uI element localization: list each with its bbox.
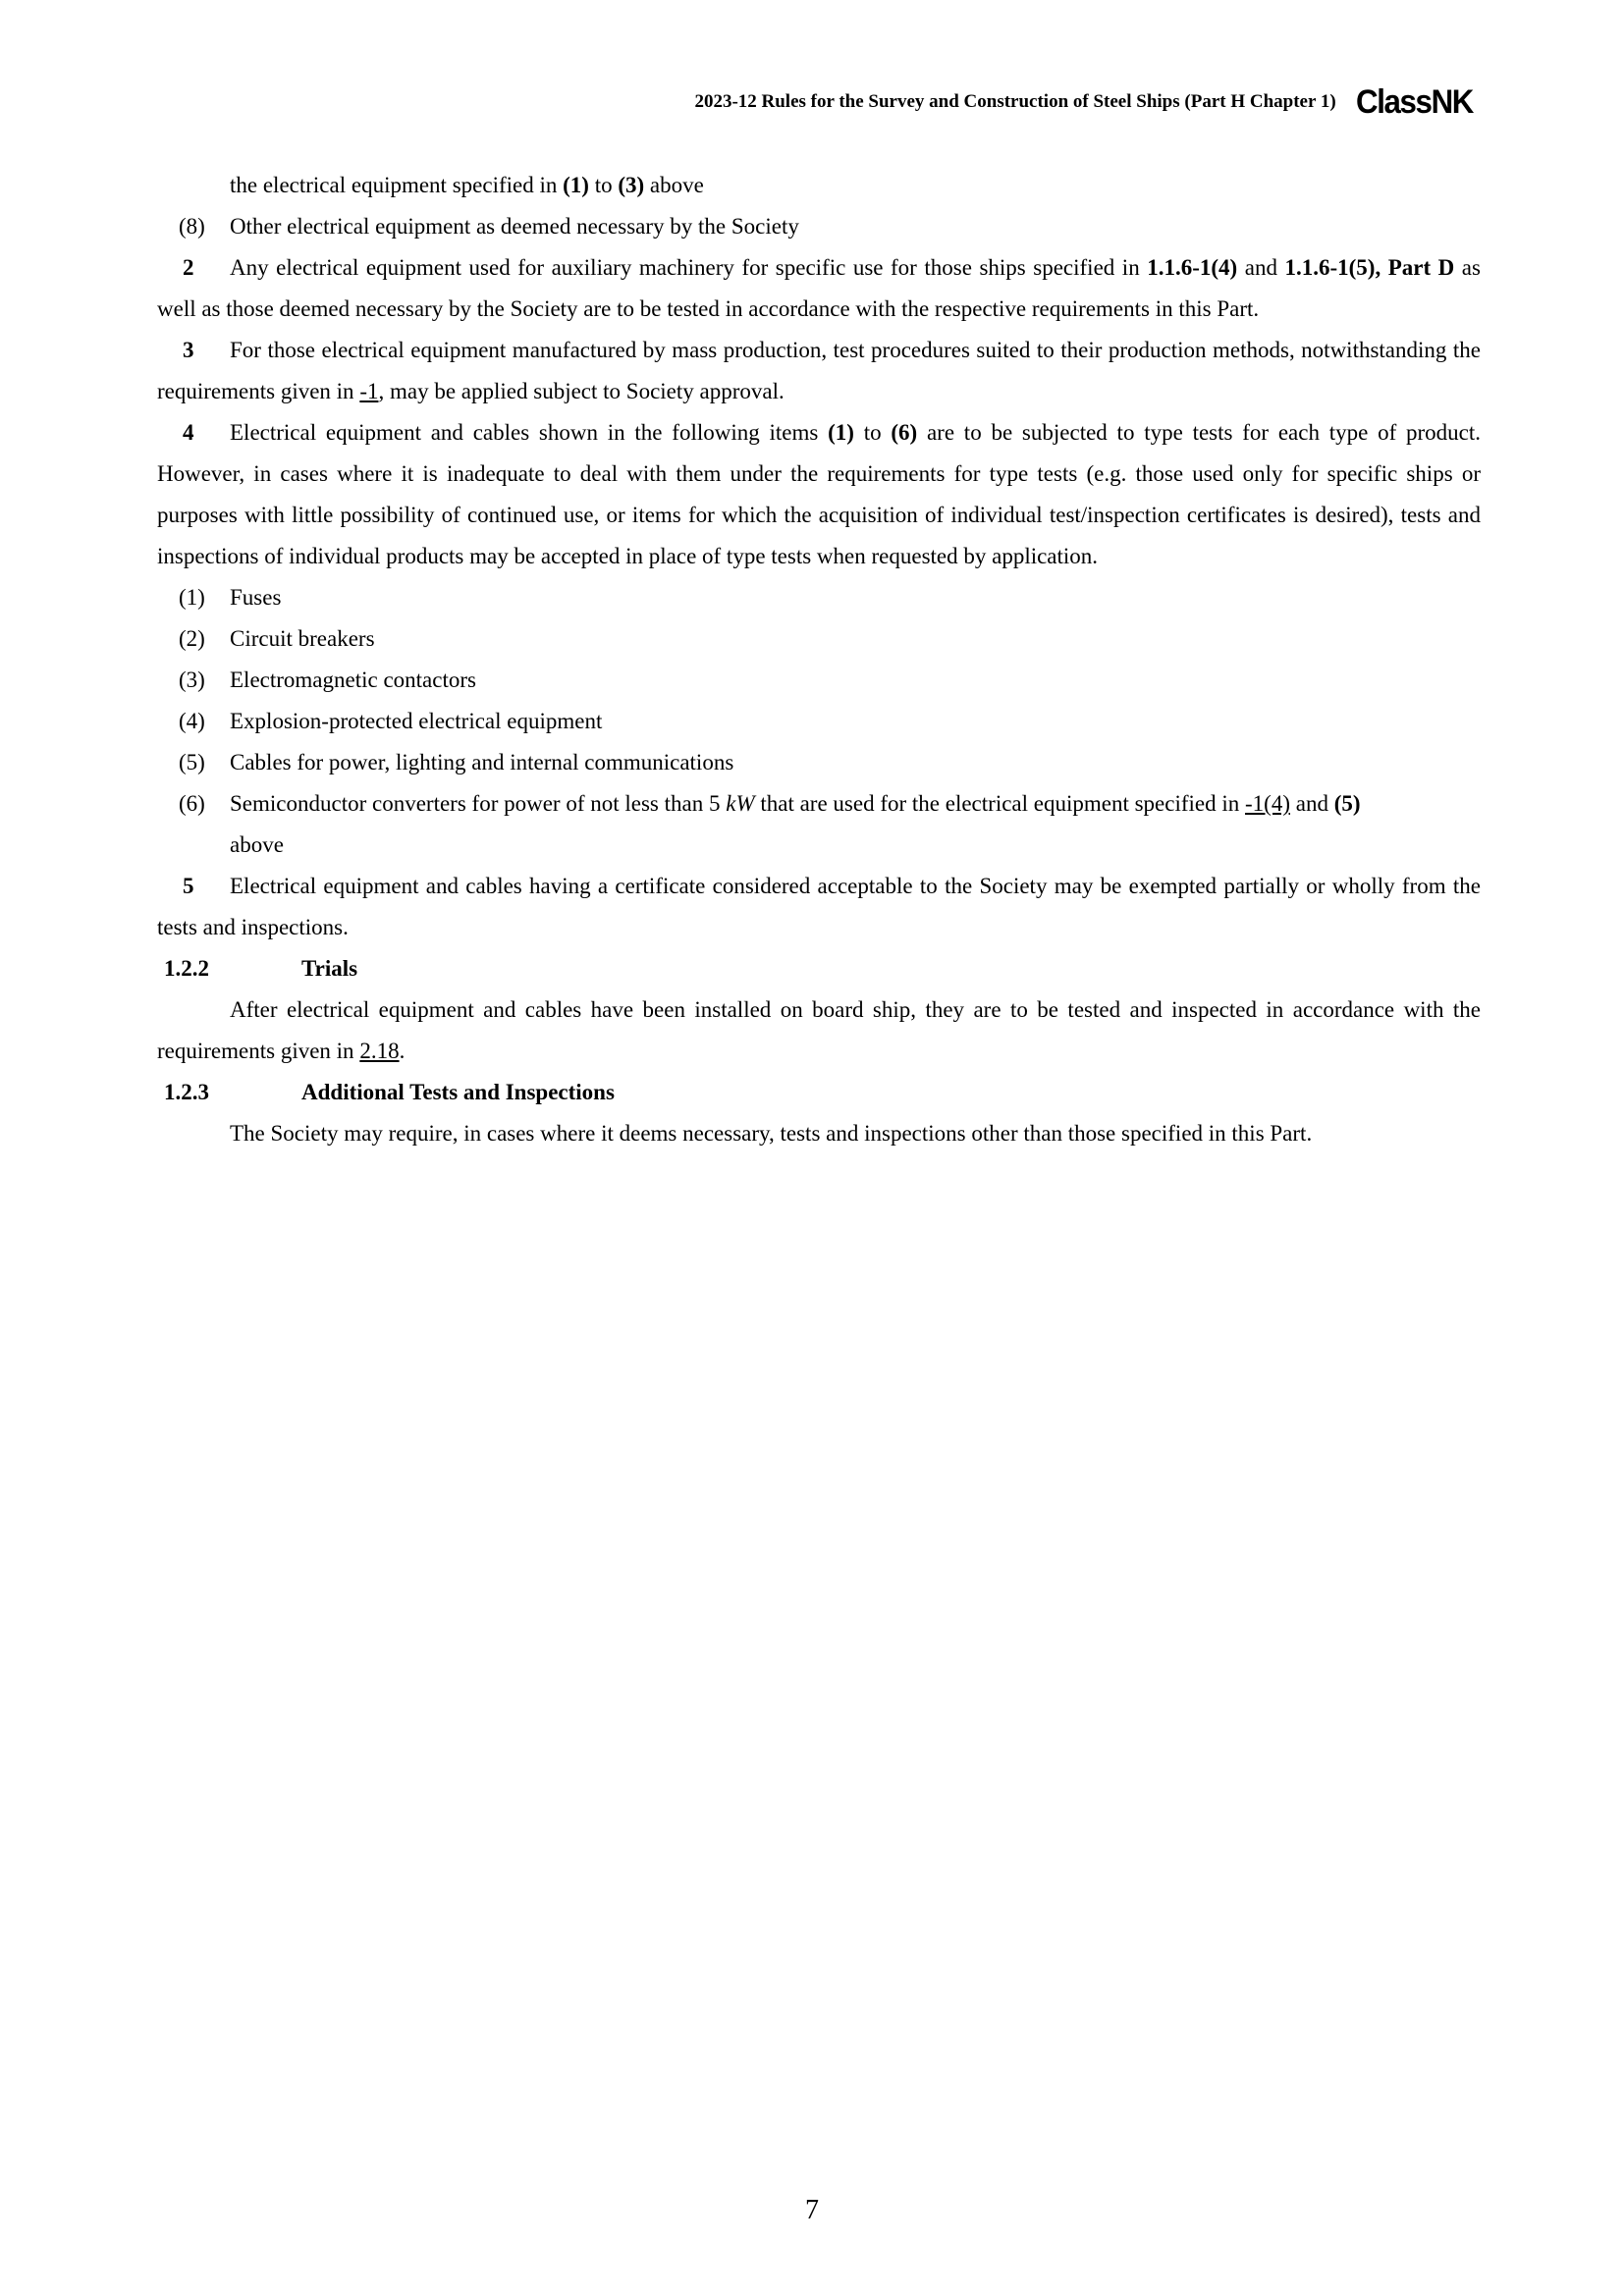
section-heading-1-2-3 (157, 1072, 1481, 1113)
paragraph-5: 5 Electrical equipment and cables having a certificate considered acceptable to the Society may be exempted partially or wholly from the tests and inspections. (157, 866, 1481, 948)
reference-link[interactable]: -1(4) (1245, 791, 1290, 816)
section-number: 1.2.2 (164, 956, 209, 981)
list-item: (5) Cables for power, lighting and internal communications (157, 742, 1481, 783)
list-item: (1) Fuses (157, 577, 1481, 618)
item-number: (8) (179, 214, 205, 239)
section-1-2-2-text: After electrical equipment and cables have been installed on board ship, they are to be tested and inspected in accordance with the requirements given in 2.18. (157, 997, 1481, 1063)
section-heading-1-2-2 (157, 948, 1481, 989)
paragraph-3: 3 For those electrical equipment manufactured by mass production, test procedures suited to their production methods, notwithstanding the requirements given in -1, may be applied subject to Society approval. (157, 330, 1481, 412)
paragraph-4: 4 Electrical equipment and cables shown in the following items (1) to (6) are to be subjected to type tests for each type of product. However, in cases where it is inadequate to deal with them under the requirements for type tests (e.g. those used only for specific ships or purposes with little possibility of continued use, or items for which the acquisition of individual test/inspection certificates is desired), tests and inspections of individual products may be accepted in place of type tests when requested by application. (157, 412, 1481, 577)
page-number: 7 (805, 2195, 819, 2225)
list-item: (3) Electromagnetic contactors (157, 660, 1481, 701)
list-item: (4) Explosion-protected electrical equipment (157, 701, 1481, 742)
section-1-2-3-text: The Society may require, in cases where it deems necessary, tests and inspections other than those specified in this Part. (230, 1121, 1313, 1146)
item-number: (4) (179, 709, 205, 733)
item-number: (1) (179, 585, 205, 610)
section-title: Additional Tests and Inspections (301, 1080, 615, 1104)
paragraph-2: 2 Any electrical equipment used for auxiliary machinery for specific use for those ships specified in 1.1.6-1(4) and 1.1.6-1(5), Part D as well as those deemed necessary by the Society are to be tested in accordance with the respective requirements in this Part. (157, 247, 1481, 330)
reference-link[interactable]: 2.18 (359, 1039, 400, 1063)
classnk-logo: ClassNK (1355, 82, 1473, 121)
header-title: 2023-12 Rules for the Survey and Construction of Steel Ships (Part H Chapter 1) (694, 91, 1336, 112)
document-body (157, 165, 1481, 1154)
paragraph-number: 4 (183, 420, 194, 445)
paragraph-number: 3 (183, 338, 194, 362)
reference-link[interactable]: -1 (359, 379, 379, 403)
item-number: (3) (179, 667, 205, 692)
list-item-8: (8) Other electrical equipment as deemed necessary by the Society (157, 206, 1481, 247)
paragraph-number: 5 (183, 874, 194, 898)
list-item-6: (6) Semiconductor converters for power of not less than 5 kW that are used for the electrical equipment specified in -1(4) and (5) above (157, 783, 1481, 866)
item-number: (5) (179, 750, 205, 774)
section-number: 1.2.3 (164, 1080, 209, 1104)
list-item: (2) Circuit breakers (157, 618, 1481, 660)
page-header (694, 82, 1483, 122)
continued-line: the electrical equipment specified in (1) to (3) above (230, 173, 704, 197)
item-number: (6) (179, 791, 205, 816)
section-title: Trials (301, 956, 358, 981)
item-number: (2) (179, 626, 205, 651)
paragraph-number: 2 (183, 255, 194, 280)
